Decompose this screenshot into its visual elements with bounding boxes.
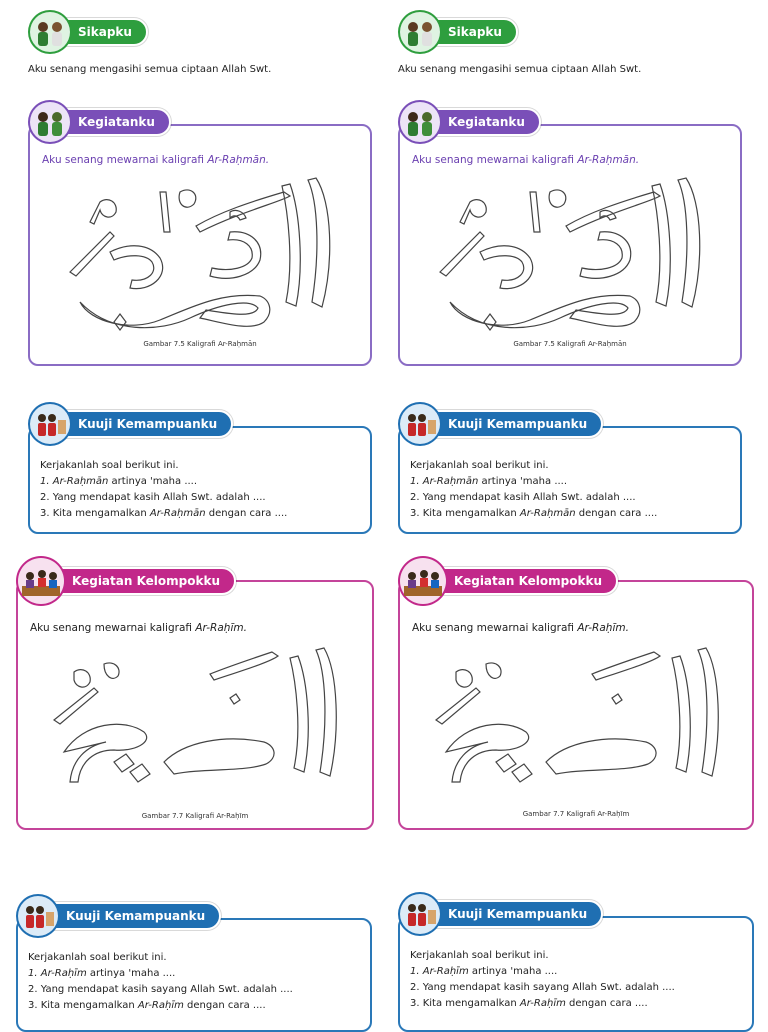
children-avatar-icon bbox=[398, 10, 442, 54]
kegiatan-header bbox=[28, 100, 171, 144]
kuuji1-q1 bbox=[40, 474, 287, 490]
kegiatan-text-em: Ar-Raḥmān. bbox=[207, 154, 270, 166]
kuuji1-label: Kuuji Kemampuanku bbox=[62, 410, 233, 438]
calligraphy-ar-rahman-image bbox=[420, 172, 720, 342]
kuuji2-q1-em: Ar-Raḥīm bbox=[422, 966, 469, 977]
kuuji1-label: Kuuji Kemampuanku bbox=[432, 410, 603, 438]
sikapku-header bbox=[398, 10, 518, 54]
sikapku-text: Aku senang mengasihi semua ciptaan Allah Swt. bbox=[28, 64, 272, 75]
kuuji2-q1 bbox=[410, 964, 675, 980]
kuuji1-q2: 2. Yang mendapat kasih Allah Swt. adalah .... bbox=[410, 492, 636, 503]
kuuji2-q2: 2. Yang mendapat kasih sayang Allah Swt. adalah .... bbox=[410, 982, 675, 993]
group-activity-icon bbox=[398, 556, 448, 606]
students-avatar-icon bbox=[16, 894, 60, 938]
kuuji1-q3 bbox=[410, 506, 657, 522]
kuuji2-q2: 2. Yang mendapat kasih sayang Allah Swt. adalah .... bbox=[28, 984, 293, 995]
kegiatan-instruction bbox=[412, 154, 639, 166]
calligraphy-ar-rahman-image bbox=[50, 172, 350, 342]
students-avatar-icon bbox=[28, 402, 72, 446]
kuuji1-q1-num: 1. bbox=[40, 476, 50, 487]
kuuji1-q3-pre: 3. Kita mengamalkan bbox=[410, 508, 520, 519]
kelompok-box bbox=[398, 580, 754, 830]
kuuji2-q3-pre: 3. Kita mengamalkan bbox=[28, 1000, 138, 1011]
kuuji2-q3-em: Ar-Raḥīm bbox=[137, 1000, 184, 1011]
kuuji2-q1-num: 1. bbox=[410, 966, 420, 977]
kelompok-caption: Gambar 7.7 Kaligrafi Ar-Raḥīm bbox=[141, 812, 249, 820]
kuuji1-q3-rest: dengan cara .... bbox=[575, 508, 658, 519]
kuuji1-intro: Kerjakanlah soal berikut ini. bbox=[40, 460, 179, 471]
kuuji1-q3-pre: 3. Kita mengamalkan bbox=[40, 508, 150, 519]
students-avatar-icon bbox=[398, 402, 442, 446]
kuuji2-q1-rest: artinya 'maha .... bbox=[468, 966, 558, 977]
kegiatan-header bbox=[398, 100, 541, 144]
sikapku-header bbox=[28, 10, 148, 54]
calligraphy-ar-rahim-image bbox=[34, 642, 354, 802]
kelompok-text: Aku senang mewarnai kaligrafi bbox=[30, 622, 196, 634]
kuuji2-q1 bbox=[28, 966, 293, 982]
kegiatan-label: Kegiatanku bbox=[62, 108, 171, 136]
kelompok-header bbox=[398, 556, 618, 606]
kuuji2-q3 bbox=[410, 996, 675, 1012]
students-avatar-icon bbox=[398, 892, 442, 936]
kegiatan-caption: Gambar 7.5 Kaligrafi Ar-Raḥmān bbox=[513, 340, 627, 348]
page-column-left bbox=[14, 0, 384, 1024]
kuuji1-q3-em: Ar-Raḥmān bbox=[519, 508, 576, 519]
children-avatar-icon bbox=[398, 100, 442, 144]
kuuji2-label: Kuuji Kemampuanku bbox=[50, 902, 221, 930]
kuuji1-header bbox=[398, 402, 603, 446]
kuuji1-q1-em: Ar-Raḥmān bbox=[422, 476, 479, 487]
kuuji2-q1-rest: artinya 'maha .... bbox=[86, 968, 176, 979]
kelompok-header bbox=[16, 556, 236, 606]
kuuji2-intro: Kerjakanlah soal berikut ini. bbox=[28, 952, 167, 963]
kegiatan-box bbox=[28, 124, 372, 366]
kuuji1-header bbox=[28, 402, 233, 446]
kuuji1-q1-rest: artinya 'maha .... bbox=[108, 476, 198, 487]
sikapku-label: Sikapku bbox=[62, 18, 148, 46]
kuuji2-questions bbox=[28, 950, 293, 1014]
kuuji1-intro: Kerjakanlah soal berikut ini. bbox=[410, 460, 549, 471]
kegiatan-text-em: Ar-Raḥmān. bbox=[577, 154, 640, 166]
page-column-right bbox=[392, 0, 762, 1024]
kegiatan-caption: Gambar 7.5 Kaligrafi Ar-Raḥmān bbox=[143, 340, 257, 348]
kegiatan-label: Kegiatanku bbox=[432, 108, 541, 136]
kelompok-caption: Gambar 7.7 Kaligrafi Ar-Raḥīm bbox=[522, 810, 630, 818]
kuuji1-questions bbox=[410, 458, 657, 522]
kuuji2-q3 bbox=[28, 998, 293, 1014]
kuuji2-header bbox=[398, 892, 603, 936]
group-activity-icon bbox=[16, 556, 66, 606]
kelompok-label: Kegiatan Kelompokku bbox=[56, 567, 236, 595]
kegiatan-box bbox=[398, 124, 742, 366]
children-avatar-icon bbox=[28, 10, 72, 54]
calligraphy-ar-rahim-image bbox=[416, 642, 736, 802]
kuuji1-q3-em: Ar-Raḥmān bbox=[149, 508, 206, 519]
kuuji1-q1-em: Ar-Raḥmān bbox=[52, 476, 109, 487]
kuuji1-questions bbox=[40, 458, 287, 522]
kegiatan-text: Aku senang mewarnai kaligrafi bbox=[42, 154, 208, 166]
kuuji1-q1-rest: artinya 'maha .... bbox=[478, 476, 568, 487]
kuuji1-q1-num: 1. bbox=[410, 476, 420, 487]
kuuji2-q3-pre: 3. Kita mengamalkan bbox=[410, 998, 520, 1009]
kelompok-text-em: Ar-Raḥīm. bbox=[195, 622, 247, 634]
kuuji1-q3-rest: dengan cara .... bbox=[205, 508, 288, 519]
kuuji2-questions bbox=[410, 948, 675, 1012]
kegiatan-instruction bbox=[42, 154, 269, 166]
kelompok-instruction bbox=[30, 622, 247, 634]
kuuji2-q1-num: 1. bbox=[28, 968, 38, 979]
kelompok-text-em: Ar-Raḥīm. bbox=[577, 622, 629, 634]
sikapku-label: Sikapku bbox=[432, 18, 518, 46]
kelompok-box bbox=[16, 580, 374, 830]
kuuji2-intro: Kerjakanlah soal berikut ini. bbox=[410, 950, 549, 961]
kuuji2-q3-rest: dengan cara .... bbox=[565, 998, 648, 1009]
kelompok-label: Kegiatan Kelompokku bbox=[438, 567, 618, 595]
kuuji1-q3 bbox=[40, 506, 287, 522]
kelompok-text: Aku senang mewarnai kaligrafi bbox=[412, 622, 578, 634]
sikapku-text: Aku senang mengasihi semua ciptaan Allah Swt. bbox=[398, 64, 642, 75]
kuuji2-q3-em: Ar-Raḥīm bbox=[519, 998, 566, 1009]
kuuji2-q3-rest: dengan cara .... bbox=[183, 1000, 266, 1011]
kuuji1-q1 bbox=[410, 474, 657, 490]
kuuji2-q1-em: Ar-Raḥīm bbox=[40, 968, 87, 979]
kuuji1-q2: 2. Yang mendapat kasih Allah Swt. adalah .... bbox=[40, 492, 266, 503]
kuuji2-header bbox=[16, 894, 221, 938]
children-avatar-icon bbox=[28, 100, 72, 144]
kelompok-instruction bbox=[412, 622, 629, 634]
kegiatan-text: Aku senang mewarnai kaligrafi bbox=[412, 154, 578, 166]
kuuji2-label: Kuuji Kemampuanku bbox=[432, 900, 603, 928]
